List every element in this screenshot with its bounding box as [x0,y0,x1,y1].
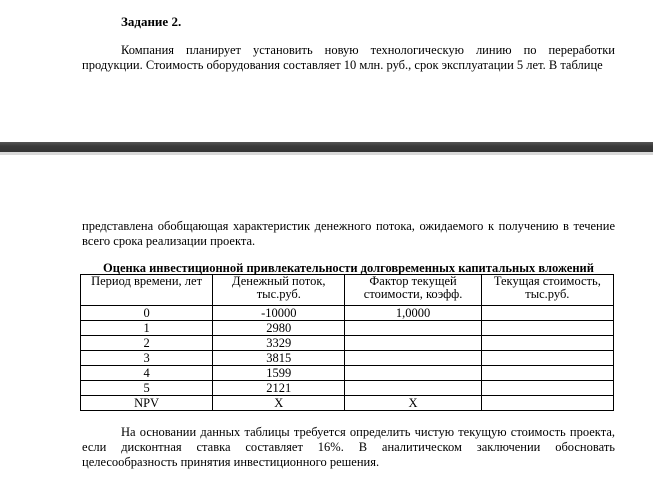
cell-period: 2 [81,336,213,351]
cell-cash-flow: 2121 [213,381,345,396]
cell-pv-factor [345,321,481,336]
cell-present-value [481,381,613,396]
cell-present-value [481,366,613,381]
conclusion-line-2: если дисконтная ставка составляет 16%. В аналитическом заключении обосновать [82,440,615,454]
intro-line-1: Компания планирует установить новую технологическую линию по переработки [121,43,615,57]
cell-present-value [481,351,613,366]
table-row [81,321,614,336]
table-row [81,351,614,366]
table-row-npv [81,396,614,411]
conclusion-line-1: На основании данных таблицы требуется определить чистую текущую стоимость проекта, [121,425,615,439]
cell-period: 5 [81,381,213,396]
cell-period: 0 [81,306,213,321]
cell-cash-flow: -10000 [213,306,345,321]
table-row [81,381,614,396]
task-heading: Задание 2. [121,14,182,29]
table-row [81,366,614,381]
cell-period: 4 [81,366,213,381]
cell-present-value [481,336,613,351]
table-header-row [81,275,614,306]
cell-present-value [481,396,613,411]
cell-pv-factor: X [345,396,481,411]
header-pv-factor: Фактор текущей стоимости, коэфф. [345,275,481,306]
continuation-line-2: всего срока реализации проекта. [82,234,256,248]
conclusion-paragraph [82,425,615,470]
cell-present-value [481,321,613,336]
page-break-band [0,142,653,152]
cell-pv-factor [345,336,481,351]
header-period: Период времени, лет [81,275,213,306]
cell-pv-factor: 1,0000 [345,306,481,321]
cell-pv-factor [345,351,481,366]
cell-pv-factor [345,381,481,396]
cell-cash-flow: X [213,396,345,411]
cell-present-value [481,306,613,321]
page-break-shadow [0,152,653,155]
conclusion-line-3: целесообразность принятия инвестиционного решения. [82,455,380,469]
table-row [81,336,614,351]
cell-cash-flow: 2980 [213,321,345,336]
cell-period: NPV [81,396,213,411]
cell-cash-flow: 3815 [213,351,345,366]
cell-cash-flow: 3329 [213,336,345,351]
cell-cash-flow: 1599 [213,366,345,381]
intro-line-2: продукции. Стоимость оборудования составляет 10 млн. руб., срок эксплуатации 5 лет. В таблице [82,58,603,72]
intro-paragraph [82,43,615,73]
header-present-value: Текущая стоимость, тыс.руб. [481,275,613,306]
continuation-paragraph [82,219,615,249]
investment-table [80,274,614,411]
table-title: Оценка инвестиционной привлекательности долговременных капитальных вложений [103,261,594,275]
cell-pv-factor [345,366,481,381]
continuation-line-1: представлена обобщающая характеристик денежного потока, ожидаемого к получению в течение [82,219,615,233]
cell-period: 1 [81,321,213,336]
cell-period: 3 [81,351,213,366]
header-cash-flow: Денежный поток, тыс.руб. [213,275,345,306]
table-row [81,306,614,321]
